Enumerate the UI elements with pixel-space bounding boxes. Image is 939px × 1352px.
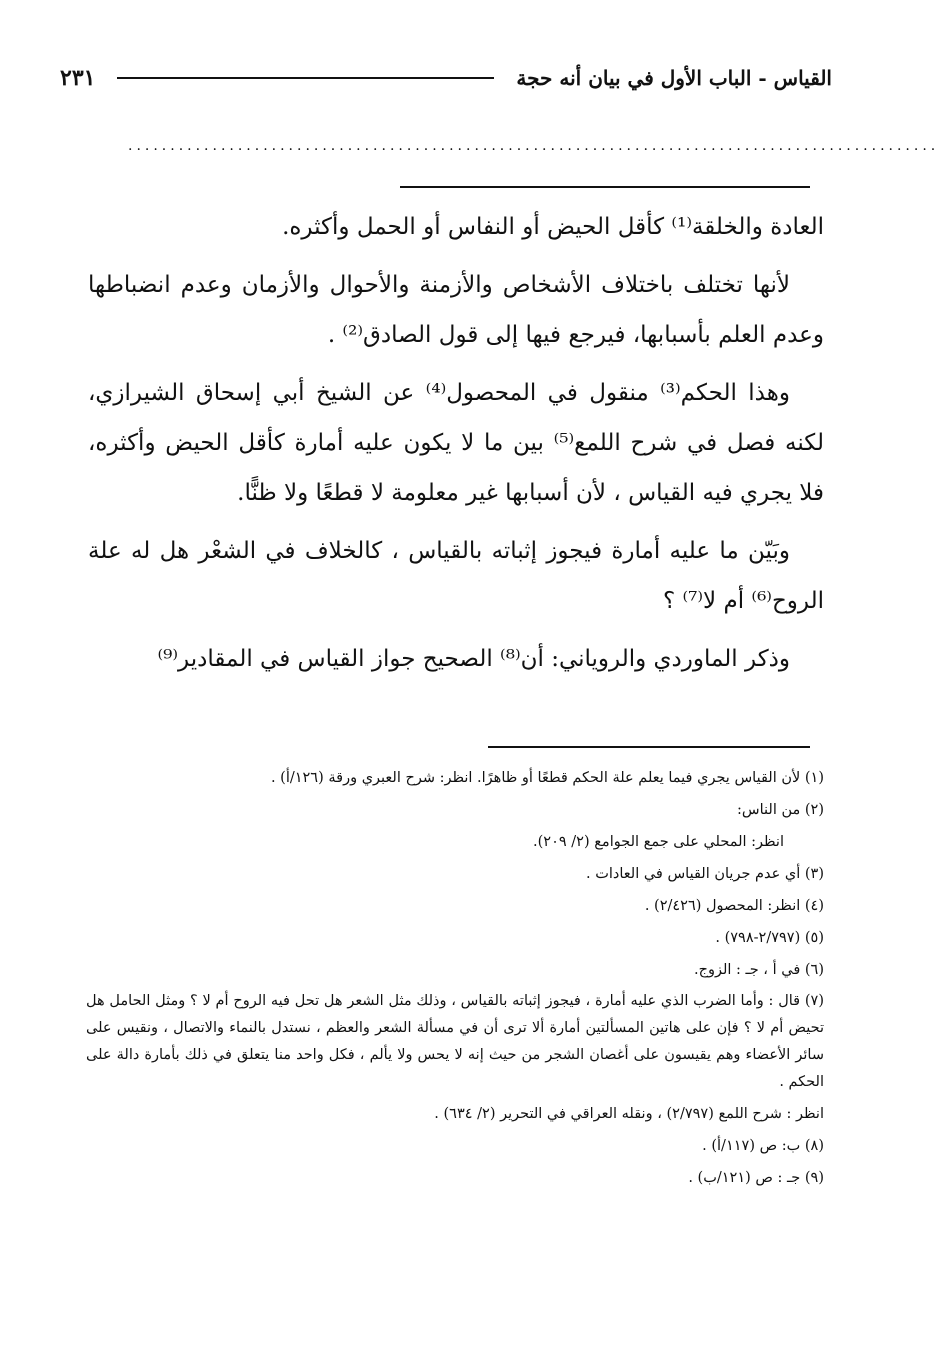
paragraph-2: لأنها تختلف باختلاف الأشخاص والأزمنة والأحوال والأزمان وعدم انضباطها وعدم العلم بأسبابها، فيرجع فيها إلى قول الصادق⁽²⁾ . bbox=[88, 272, 824, 348]
dotted-separator: ................................................................................................ bbox=[128, 138, 939, 154]
footnote-3: (٣) أي عدم جريان القياس في العادات . bbox=[586, 866, 824, 882]
footnote-9: (٩) جـ : ص (١٢١/ب) . bbox=[688, 1170, 824, 1186]
main-text bbox=[88, 202, 824, 692]
footnote-8: (٨) ب: ص (١١٧/أ) . bbox=[702, 1138, 824, 1154]
running-header bbox=[60, 58, 832, 98]
page-number: ٢٣١ bbox=[60, 65, 96, 91]
footnote-5: (٥) (٢/٧٩٧-٧٩٨) . bbox=[715, 930, 824, 946]
footnote-7: (٧) قال : وأما الضرب الذي عليه أمارة ، فيجوز إثباته بالقياس ، وذلك مثل الشعر هل تحل فيه الروح أم لا ؟ ومثل الحامل هل تحيض أم لا ؟ فإن على هاتين المسألتين أمارة ألا ترى أن في مسألة الشعر والعظم ، نستدل بالنماء والاتصال ، ونقيس على سائر الأعضاء وهم يقيسون على أغصان الشجر من حيث إنه لا يحس ولا يألم ، فكل واحد منا يتعلق في ذلك بأمارة دالة على الحكم . bbox=[86, 993, 824, 1090]
footnote-rule bbox=[488, 746, 810, 748]
top-rule bbox=[400, 186, 810, 188]
footnote-7-reference: انظر : شرح اللمع (٢/٧٩٧) ، ونقله العراقي في التحرير (٢/ ٦٣٤) . bbox=[434, 1106, 824, 1122]
paragraph-5: وذكر الماوردي والروياني: أن⁽⁸⁾ الصحيح جواز القياس في المقادير⁽⁹⁾ bbox=[157, 646, 790, 672]
footnote-2-reference: انظر: المحلي على جمع الجوامع (٢/ ٢٠٩). bbox=[533, 834, 784, 850]
footnotes bbox=[86, 764, 824, 1196]
footnote-1: (١) لأن القياس يجري فيما يعلم علة الحكم قطعًا أو ظاهرًا. انظر: شرح العبري ورقة (١٢٦/أ) . bbox=[270, 770, 824, 786]
footnote-2: (٢) من الناس: bbox=[737, 802, 824, 818]
footnote-4: (٤) انظر: المحصول (٢/٤٢٦) . bbox=[644, 898, 824, 914]
paragraph-1: العادة والخلقة⁽¹⁾ كأقل الحيض أو النفاس أو الحمل وأكثره. bbox=[282, 214, 824, 240]
paragraph-4: وبَيّن ما عليه أمارة فيجوز إثباته بالقياس ، كالخلاف في الشعْر هل له علة الروح⁽⁶⁾ أم لا⁽⁷⁾ ؟ bbox=[88, 538, 824, 614]
header-title: القياس - الباب الأول في بيان أنه حجة bbox=[516, 66, 832, 90]
paragraph-3: وهذا الحكم⁽³⁾ منقول في المحصول⁽⁴⁾ عن الشيخ أبي إسحاق الشيرازي، لكنه فصل في شرح اللمع⁽⁵⁾ بين ما لا يكون عليه أمارة كأقل الحيض وأكثره، فلا يجري فيه القياس ، لأن أسبابها غير معلومة لا قطعًا ولا ظنًّا. bbox=[88, 380, 824, 506]
header-rule bbox=[117, 77, 494, 79]
footnote-6: (٦) في أ ، جـ : الزوج. bbox=[693, 962, 824, 978]
